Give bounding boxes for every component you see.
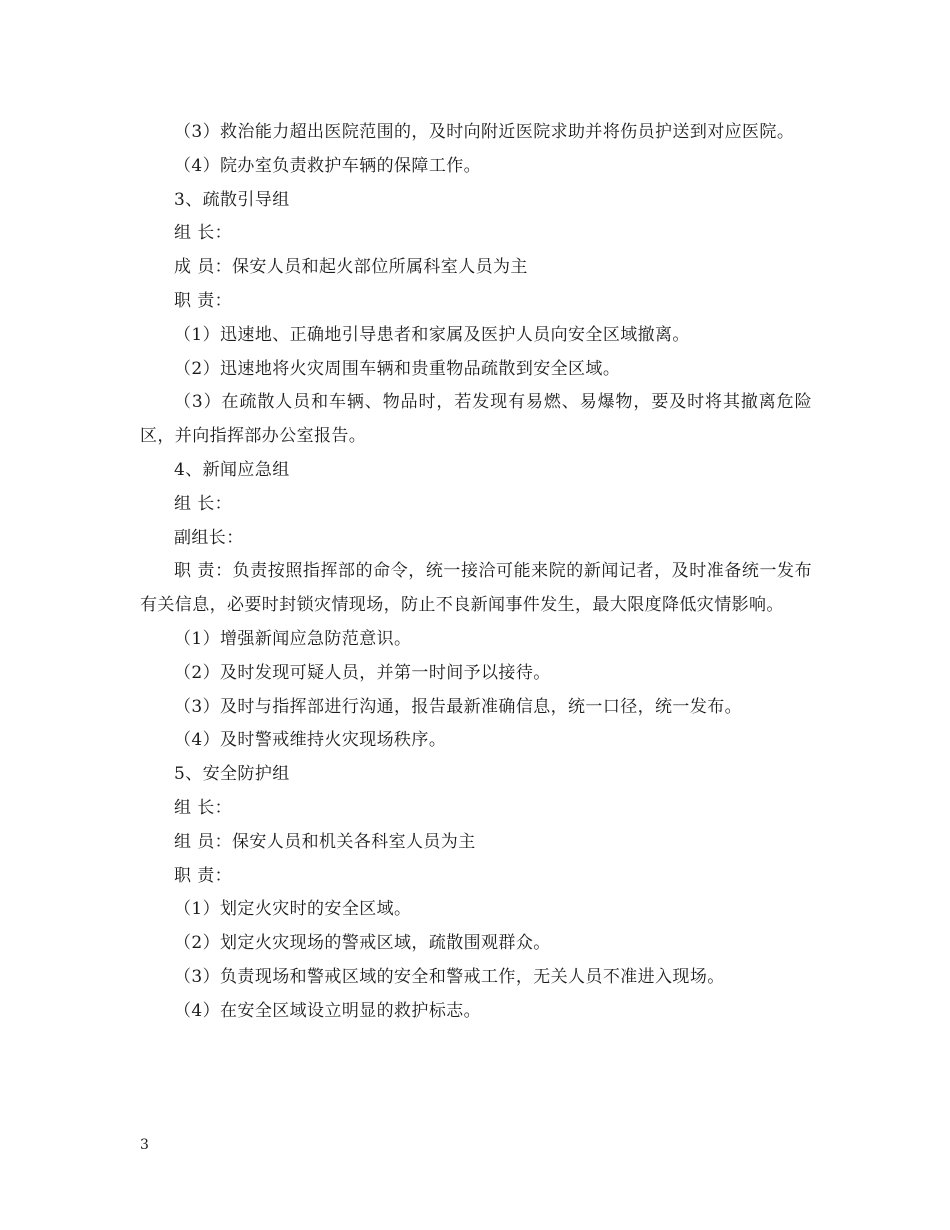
section-heading: 4、新闻应急组: [174, 459, 290, 480]
paragraph: 组 长：: [174, 797, 233, 818]
paragraph: （2）迅速地将火灾周围车辆和贵重物品疏散到安全区域。: [174, 358, 621, 379]
paragraph: （3）在疏散人员和车辆、物品时，若发现有易燃、易爆物，要及时将其撤离危险区，并向指挥部办公室报告。: [140, 392, 812, 447]
paragraph: （1）增强新闻应急防范意识。: [174, 628, 412, 649]
paragraph: 成 员：保安人员和起火部位所属科室人员为主: [174, 257, 528, 278]
paragraph: 职 责：: [174, 865, 233, 886]
paragraph: （4）院办室负责救护车辆的保障工作。: [174, 155, 482, 176]
paragraph: （3）救治能力超出医院范围的，及时向附近医院求助并将伤员护送到对应医院。: [174, 122, 795, 142]
paragraph: （3）负责现场和警戒区域的安全和警戒工作，无关人员不准进入现场。: [174, 966, 725, 987]
page-number: 3: [140, 1137, 149, 1153]
paragraph: 组 长：: [174, 493, 233, 514]
paragraph: （4）在安全区域设立明显的救护标志。: [174, 1000, 482, 1021]
paragraph: （1）迅速地、正确地引导患者和家属及医护人员向安全区域撤离。: [174, 324, 690, 345]
paragraph: （2）及时发现可疑人员，并第一时间予以接待。: [174, 662, 551, 683]
paragraph: 副组长：: [174, 527, 244, 548]
paragraph: 职 责：负责按照指挥部的命令，统一接洽可能来院的新闻记者，及时准备统一发布有关信息，必要时封锁灾情现场，防止不良新闻事件发生，最大限度降低灾情影响。: [140, 561, 812, 616]
section-heading: 3、疏散引导组: [174, 189, 290, 210]
section-heading: 5、安全防护组: [174, 764, 290, 785]
paragraph: （2）划定火灾现场的警戒区域，疏散围观群众。: [174, 933, 551, 954]
paragraph: （1）划定火灾时的安全区域。: [174, 899, 412, 920]
paragraph: 组 长：: [174, 223, 233, 244]
document-body: [140, 116, 812, 1029]
paragraph: （3）及时与指挥部进行沟通，报告最新准确信息，统一口径，统一发布。: [174, 696, 743, 717]
paragraph: （4）及时警戒维持火灾现场秩序。: [174, 730, 447, 751]
paragraph: 组 员：保安人员和机关各科室人员为主: [174, 831, 476, 852]
paragraph: 职 责：: [174, 290, 233, 311]
